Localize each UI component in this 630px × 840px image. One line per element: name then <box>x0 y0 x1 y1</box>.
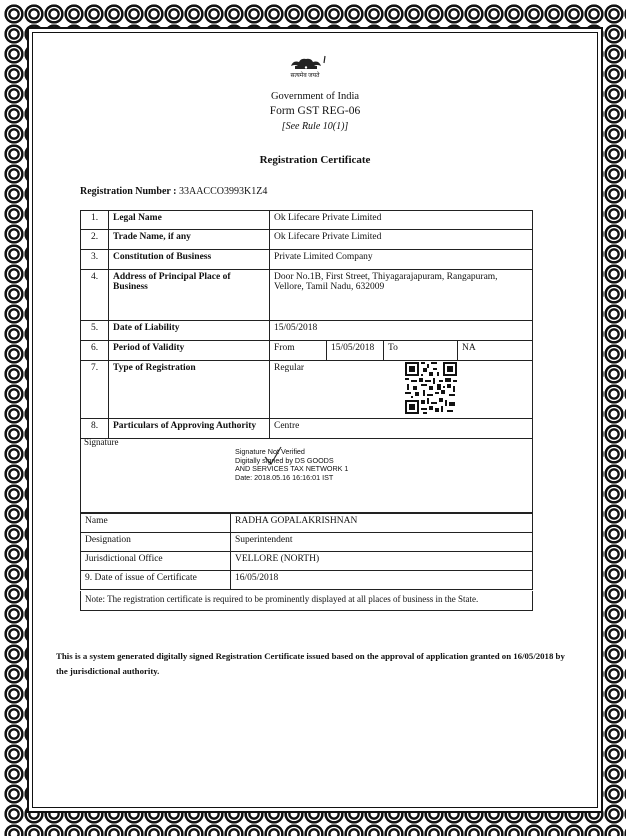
liability-date-value: 15/05/2018 <box>270 321 533 341</box>
validity-to-label: To <box>384 341 458 361</box>
signature-signer-line2: AND SERVICES TAX NETWORK 1 <box>235 464 349 474</box>
digital-signature-stamp <box>235 448 348 482</box>
row-number: 5. <box>81 321 109 341</box>
form-heading: Form GST REG-06 <box>269 105 361 117</box>
address-value: Door No.1B, First Street, Thiyagarajapuram, Rangapuram, Vellore, Tamil Nadu, 632009 <box>270 270 533 321</box>
table-row <box>81 211 533 230</box>
table-row <box>81 270 533 321</box>
row-number: 2. <box>81 230 109 250</box>
jurisdictional-office-label: Jurisdictional Office <box>81 552 231 571</box>
row-label: Date of Liability <box>109 321 270 341</box>
row-label: Period of Validity <box>109 341 270 361</box>
table-row <box>81 361 533 419</box>
constitution-value: Private Limited Company <box>270 250 533 270</box>
table-row <box>81 514 533 533</box>
registration-number-label: Registration Number : <box>80 186 177 197</box>
validity-from-value: 15/05/2018 <box>327 341 384 361</box>
row-label: Type of Registration <box>109 361 270 419</box>
qr-code-icon <box>405 362 457 414</box>
validity-from-label: From <box>270 341 327 361</box>
certificate-title: Registration Certificate <box>259 154 371 166</box>
row-number: 8. <box>81 419 109 439</box>
signature-status: Signature Not Verified <box>235 447 305 456</box>
officer-name-value: RADHA GOPALAKRISHNAN <box>231 514 533 533</box>
approving-authority-value: Centre <box>270 419 533 439</box>
registration-details-table <box>80 210 533 439</box>
table-row <box>81 250 533 270</box>
designation-label: Designation <box>81 533 231 552</box>
row-label: Trade Name, if any <box>109 230 270 250</box>
row-label: Constitution of Business <box>109 250 270 270</box>
table-row <box>81 571 533 590</box>
table-row <box>81 321 533 341</box>
row-label: Address of Principal Place of Business <box>109 270 270 321</box>
officer-details-table <box>80 513 533 590</box>
row-number: 7. <box>81 361 109 419</box>
row-label: Legal Name <box>109 211 270 230</box>
validity-to-value: NA <box>458 341 533 361</box>
signature-date: Date: 2018.05.16 16:16:01 IST <box>235 472 334 482</box>
table-row <box>81 341 533 361</box>
jurisdictional-office-value: VELLORE (NORTH) <box>231 552 533 571</box>
signature-label: Signature <box>84 437 119 447</box>
issue-date-label: 9. Date of issue of Certificate <box>81 571 231 590</box>
legal-name-value: Ok Lifecare Private Limited <box>270 211 533 230</box>
rule-reference: [See Rule 10(1)] <box>281 121 349 132</box>
table-row <box>81 230 533 250</box>
issue-date-value: 16/05/2018 <box>231 571 533 590</box>
registration-number <box>80 186 267 197</box>
display-note: Note: The registration certificate is required to be prominently displayed at all places of business in the State. <box>80 591 533 611</box>
government-heading: Government of India <box>270 91 360 102</box>
row-number: 4. <box>81 270 109 321</box>
signature-signer-line1: Digitally signed by DS GOODS <box>235 455 334 465</box>
registration-number-value: 33AACCO3993K1Z4 <box>178 186 268 197</box>
row-number: 6. <box>81 341 109 361</box>
row-label: Particulars of Approving Authority <box>109 419 270 439</box>
table-row <box>81 533 533 552</box>
emblem-motto: सत्यमेव जयते <box>290 73 320 79</box>
table-row <box>81 552 533 571</box>
designation-value: Superintendent <box>231 533 533 552</box>
officer-name-label: Name <box>81 514 231 533</box>
signature-block <box>80 433 533 513</box>
footer-statement: This is a system generated digitally signed Registration Certificate issued based on the approval of application granted on 16/05/2018 by the jurisdictional authority. <box>56 651 565 676</box>
row-number: 1. <box>81 211 109 230</box>
registration-type-value: Regular <box>270 361 533 419</box>
row-number: 3. <box>81 250 109 270</box>
trade-name-value: Ok Lifecare Private Limited <box>270 230 533 250</box>
